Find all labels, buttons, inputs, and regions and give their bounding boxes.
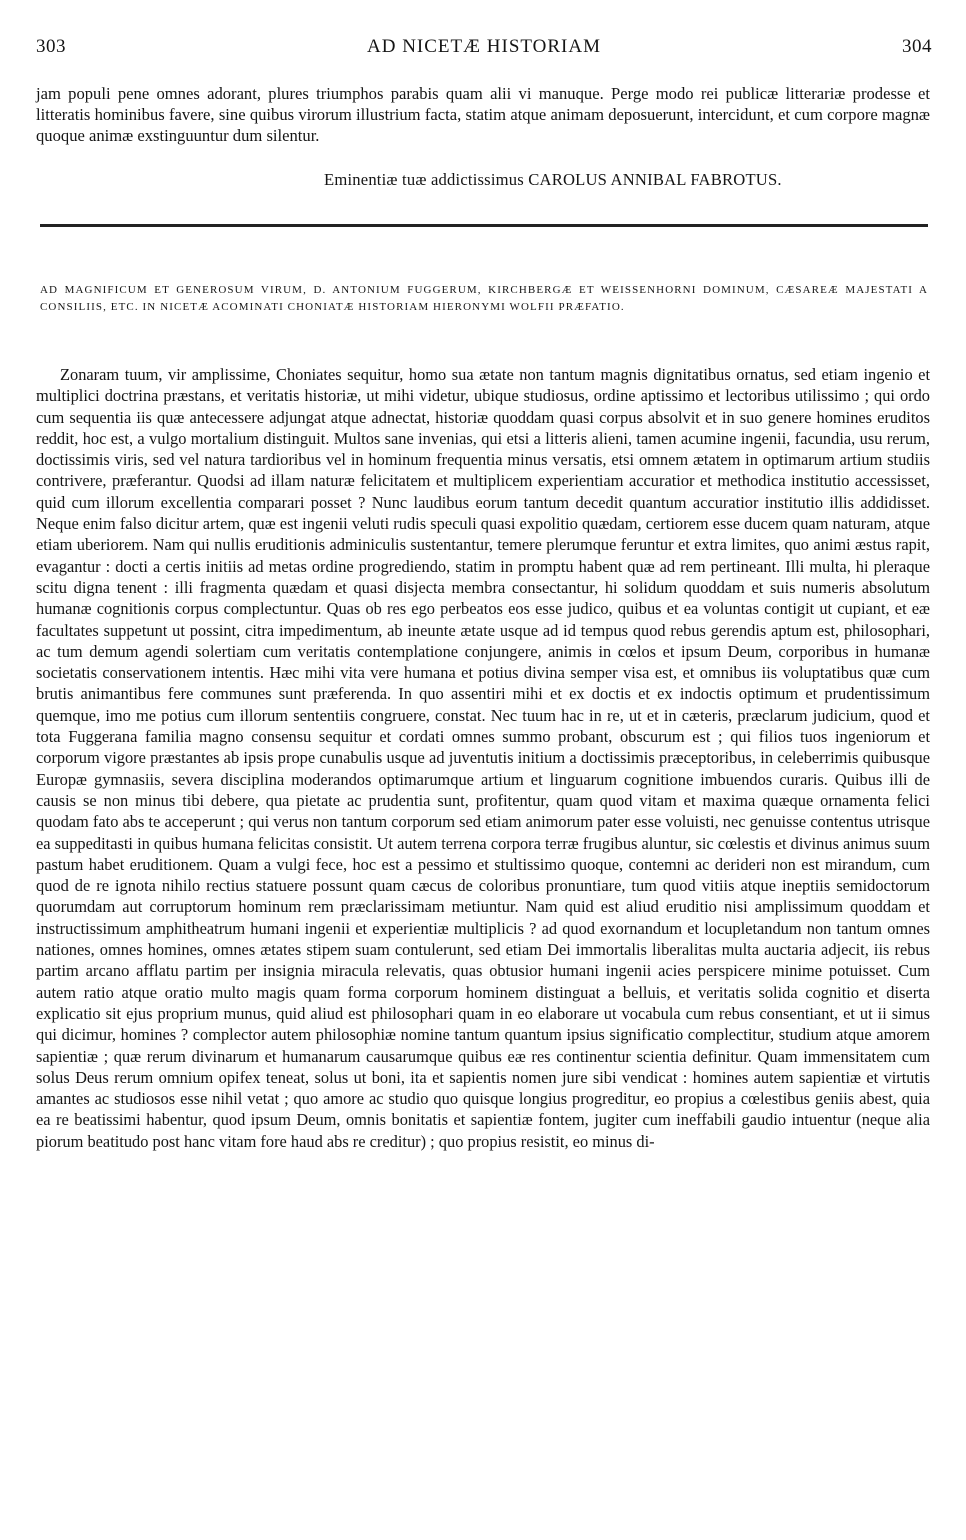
signature-line: Eminentiæ tuæ addictissimus CAROLUS ANNIBAL FABROTUS. xyxy=(324,170,782,189)
running-title: AD NICETÆ HISTORIAM xyxy=(367,36,601,57)
preface-heading: AD MAGNIFICUM ET GENEROSUM VIRUM, D. ANTONIUM FUGGERUM, KIRCHBERGÆ ET WEISSENHORNI DOMINUM, CÆSAREÆ MAJESTATI A CONSILIIS, ETC. IN NICETÆ ACOMINATI CHONIATÆ HISTORIAM HIERONYMI WOLFII PRÆFATIO. xyxy=(40,284,928,313)
previous-text-continuation: jam populi pene omnes adorant, plures triumphos parabis quam alii vi manuque. Perge modo rei publicæ litterariæ prodesse et litteratis hominibus favere, sine quibus virorum illustrium facta, statim atque animam deposuerunt, intercidunt, et cum corpore magnæ quoque animæ exstinguuntur dum silentur. xyxy=(36,83,930,145)
page-number-right: 304 xyxy=(901,36,932,57)
page-number-left: 303 xyxy=(36,36,66,57)
preface-body: Zonaram tuum, vir amplissime, Choniates sequitur, homo sua ætate non tantum magnis dignitatibus ornatus, sed etiam ingenio et multiplici doctrina præstans, et veritatis historiæ, ut mihi videtur, ubique studiosus, ordine aptissimo et lectoribus utilissimo ; qui ordo cum sequentia iis quæ antecessere adjungat atque adnectat, historiæ quoddam quasi corpus absolvit et in suo genere homines eruditos reddit, hoc est, a vulgo mortalium distinguit. Multos sane invenias, qui etsi a litteris alieni, tamen acumine ingenii, facundia, usu rerum, doctissimis viris, sed vel natura tardioribus vel in hominum frequentia minus versatis, etsi omnem ætatem in optimarum artium studiis contrivere, præferantur. Quodsi ad illam naturæ felicitatem et multiplicem experientiam accuratior et methodica institutio accessisset, quid cum illorum excellentia comparari posset ? Nunc laudibus eorum tantum decedit quantum accuratior institutio illis addidisset. Neque enim falso dicitur artem, quæ est ingenii veluti rudis speculi quasi expolitio quædam, certiorem esse ducem quam naturam, atque etiam uberiorem. Nam qui nullis eruditionis adminiculis sustentantur, temere plerumque feruntur et extra limites, quo animi æstus rapit, evagantur : docti a certis initiis ad metas ordine progrediendo, statim in promptu habent quæ ad rem pertineant. Illi multa, hi pleraque scitu digna tenent : illi fragmenta quædam et quasi disjecta membra consectantur, hi solidum quoddam et suis numeris absolutum humanæ cognitionis corpus complectuntur. Quas ob res ego perbeatos eos esse judico, quibus et ea voluntas contigit ut cupiant, et eæ facultates suppetunt ut possint, citra impedimentum, ab ineunte ætate usque ad id tempus quod rebus gerendis aptum est, philosophari, ac tum demum agendi solertiam cum veritatis contemplatione conjungere, animis in cœlos et ipsum Deum, corporibus in humanæ societatis conservationem intentis. Hæc mihi vita vere humana et potius divina semper visa est, et omnibus iis voluptatibus quæ cum brutis animantibus fere communes sunt præferenda. In quo assentiri mihi et ex doctis et ex indoctis optimum et prudentissimum quemque, imo me potius cum illorum sententiis congruere, constat. Nec tuum hac in re, ut et in cæteris, præclarum judicium, quod et tota Fuggerana familia magno consensu sequitur et cordati omnes summo probant, obscurum est ; qui filios tuos ingeniorum et corporum vigore præstantes ab ipsis prope cunabulis usque ad juventutis initium a doctissimis præceptoribus, in celeberrimis quibusque Europæ gymnasiis, severa disciplina moderandos optimarumque artium et linguarum cognitione imbuendos curaris. Quibus illi de causis se non minus tibi debere, qua pietate ac prudentia sunt, profitentur, quam quod vitam et maxima quæque ornamenta felici quodam fato abs te acceperunt ; qui verus non tantum corporum sed etiam animorum pater esse voluisti, nec genuisse contentus utrisque ea suppeditasti in quibus humana felicitas consistit. Ut autem terrena corpora terræ frugibus aluntur, sic cœlestis et divinus animus suum pastum habet eruditionem. Quam a vulgi fece, hoc est a pessimo et stultissimo quoque, contemni ac derideri non est mirandum, cum quod de re ignota nihilo rectius statuere possunt quam cæcus de coloribus pronuntiare, tum quod vitiis atque ineptiis semidoctorum quorumdam aut corruptorum hominum rem præclarissimam metiuntur. Nam quid est aliud eruditio nisi amplissimum quoddam et instructissimum amphitheatrum humani ingenii et experientiæ multiplicis ? ad quod exornandum et locupletandum non tantum omnes nationes, omnes homines, omnes ætates stipem suam contulerunt, sed etiam Dei immortalis liberalitas multa auctaria adjecit, iis rebus partim arcano afflatu partim per insignia miracula relevatis, quas obtusior humani ingenii acies perspicere minime potuisset. Cum autem ratio atque oratio multo magis quam forma corporum hominem distinguat a belluis, et veritatis solida cognitio et diserta explicatio sit ejus proprium munus, quid aliud est philosophari quam in eo elaborare ut vocabula cum rebus consentiant, et ut ii simus qui dicimur, homines ? complector autem philosophiæ nomine tantum quantum ipsius significatio complectitur, studium atque amorem sapientiæ ; quæ rerum divinarum et humanarum causarumque quibus eæ res continentur scientia definitur. Quam immensitatem cum solus Deus rerum omnium opifex teneat, solus ut boni, ita et sapientis nomen jure sibi vendicat : homines autem sapientiæ et virtutis amantes ac studiosos esse nihil vetat ; quo amore ac studio quo quisque longius progreditur, eo propius a cœlestibus geniis abest, quia ea re beatissimi habentur, quod ipsum Deum, omnis bonitatis et sapientiæ fontem, jugiter cum ineffabili gaudio intuentur (neque alia piorum beatitudo post hanc vitam fore haud abs re creditur) ; quo propius resistit, eo minus di- xyxy=(36,365,930,1151)
section-divider xyxy=(40,224,928,227)
running-header xyxy=(36,36,932,62)
